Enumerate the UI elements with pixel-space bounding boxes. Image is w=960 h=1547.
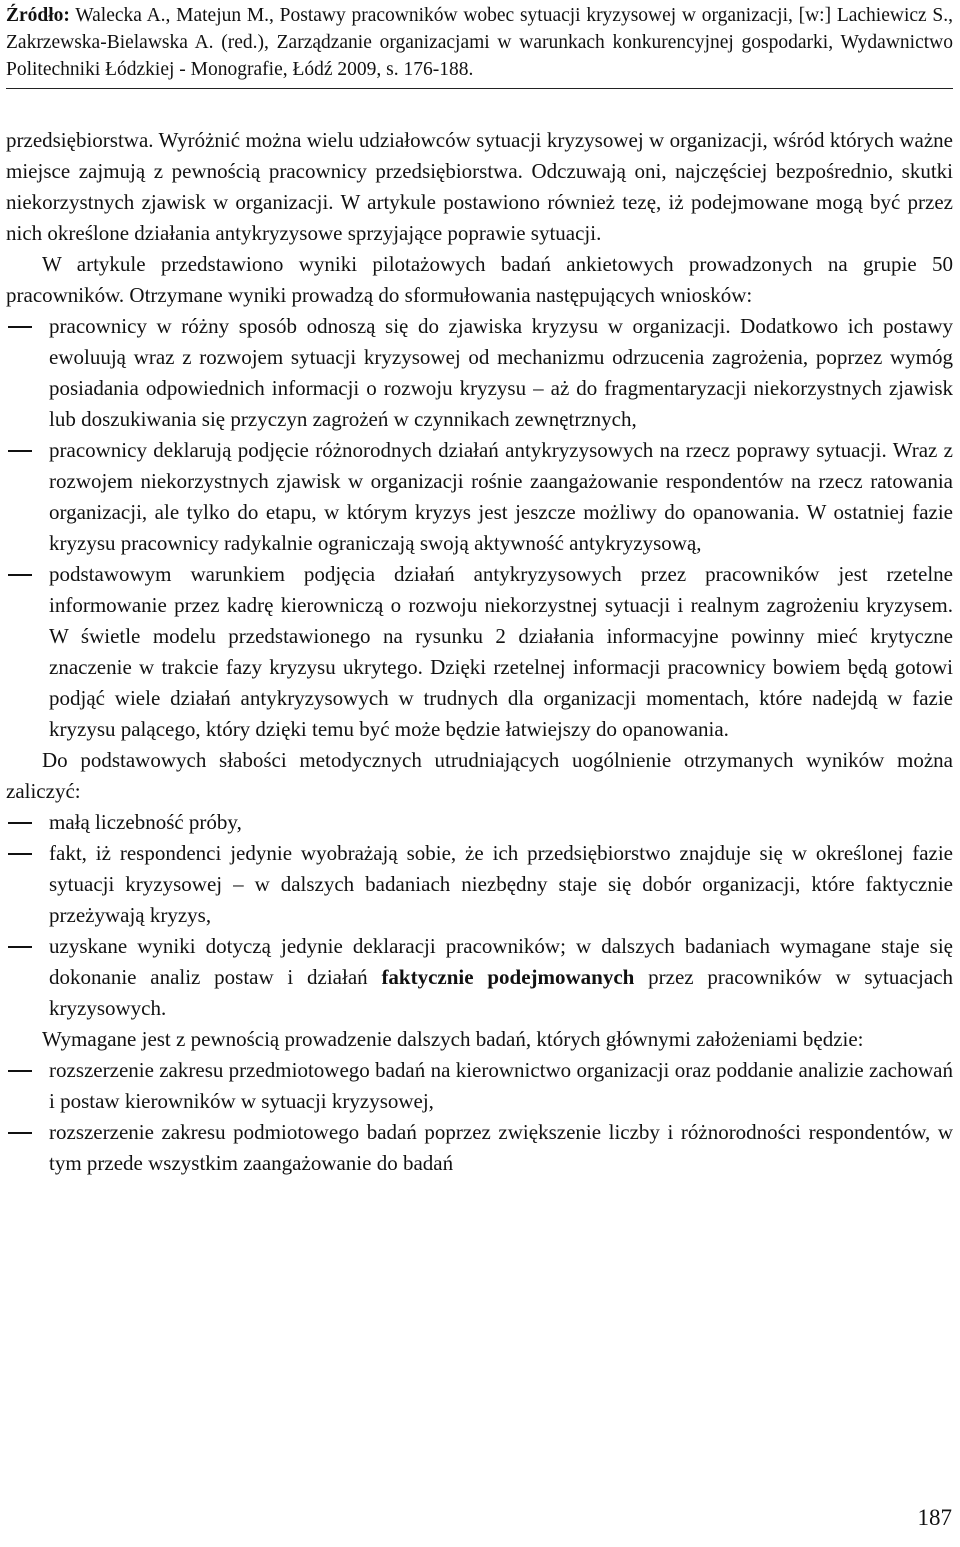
abstract-paragraph: przedsiębiorstwa. Wyróżnić można wielu udziałowców sytuacji kryzysowej w organizacji, wśród których ważne miejsce zajmują z pewnością pracownicy przedsiębiorstwa. Odczuwają oni, najczęściej bezpośrednio, skutki niekorzystnych zjawisk w organizacji. W artykule postawiono również tezę, iż podejmowane mogą być przez nich określone działania antykryzysowe sprzyjające poprawie sytuacji. <box>6 128 953 245</box>
source-label: Źródło: <box>6 5 70 26</box>
abstract-body <box>6 125 953 1179</box>
dash-bullet-icon <box>8 822 32 824</box>
weaknesses-intro: Do podstawowych słabości metodycznych utrudniających uogólnienie otrzymanych wyników można zaliczyć: <box>6 748 953 803</box>
list-item-text: pracownicy w różny sposób odnoszą się do zjawiska kryzysu w organizacji. Dodatkowo ich postawy ewoluują wraz z rozwojem sytuacji kryzysowej od mechanizmu odrzucenia zagrożenia, poprzez wymóg posiadania odpowiednich informacji o rozwoju kryzysu – aż do fragmentaryzacji niekorzystnych zjawisk lub doszukiwania się przyczyn zagrożeń w czynnikach zewnętrznych, <box>49 314 953 431</box>
list-item <box>6 931 953 1024</box>
dash-bullet-icon <box>8 326 32 328</box>
list-item-text-before: uzyskane wyniki dotyczą jedynie deklaracji pracowników; w dalszych badaniach wymagane staje się dokonanie analiz postaw i działań <box>49 934 953 989</box>
source-citation <box>6 0 953 89</box>
further-research-list <box>6 1055 953 1179</box>
list-item-text-after: przez pracowników w sytuacjach kryzysowych. <box>49 965 954 1020</box>
dash-bullet-icon <box>8 853 32 855</box>
list-item-text: rozszerzenie zakresu podmiotowego badań poprzez zwiększenie liczby i różnorodności respondentów, w tym przede wszystkim zaangażowanie do badań <box>49 1120 953 1175</box>
weaknesses-list <box>6 807 953 1024</box>
list-item-text: pracownicy deklarują podjęcie różnorodnych działań antykryzysowych na rzecz poprawy sytuacji. Wraz z rozwojem niekorzystnych zjawisk w organizacji rośnie zaangażowanie respondentów na rzecz ratowania organizacji, ale tylko do etapu, w którym kryzys jest jeszcze możliwy do opanowania. W ostatniej fazie kryzysu pracownicy radykalnie ograniczają swoją aktywność antykryzysową, <box>49 438 953 555</box>
list-item <box>6 1055 953 1117</box>
page-number: 187 <box>917 1505 952 1530</box>
list-item-text: podstawowym warunkiem podjęcia działań antykryzysowych przez pracowników jest rzetelne informowanie przez kadrę kierowniczą o rozwoju niekorzystnej sytuacji i realnym zagrożeniu kryzysem. W świetle modelu przedstawionego na rysunku 2 działania informacyjne powinny mieć krytyczne znaczenie w trakcie fazy kryzysu ukrytego. Dzięki rzetelnej informacji pracownicy bowiem będą gotowi podjąć wiele działań antykryzysowych w trudnych dla organizacji momentach, które nadejdą w fazie kryzysu palącego, który dzięki temu być może będzie łatwiejszy do opanowania. <box>49 562 953 741</box>
list-item-text: rozszerzenie zakresu przedmiotowego badań na kierownictwo organizacji oraz poddanie analizie zachowań i postaw kierowników w sytuacji kryzysowej, <box>49 1058 953 1113</box>
further-research-intro: Wymagane jest z pewnością prowadzenie dalszych badań, których głównymi założeniami będzie: <box>42 1027 864 1051</box>
list-item-text: fakt, iż respondenci jedynie wyobrażają sobie, że ich przedsiębiorstwo znajduje się w określonej fazie sytuacji kryzysowej – w dalszych badaniach niezbędny staje się dobór organizacji, które faktycznie przeżywają kryzys, <box>49 841 953 927</box>
dash-bullet-icon <box>8 450 32 452</box>
list-item <box>6 807 953 838</box>
dash-bullet-icon <box>8 1132 32 1134</box>
list-item <box>6 559 953 745</box>
list-item <box>6 1117 953 1179</box>
list-item <box>6 838 953 931</box>
abstract-paragraph: W artykule przedstawiono wyniki pilotażowych badań ankietowych prowadzonych na grupie 50 pracowników. Otrzymane wyniki prowadzą do sformułowania następujących wniosków: <box>6 252 953 307</box>
conclusions-list <box>6 311 953 745</box>
source-text: Walecka A., Matejun M., Postawy pracowników wobec sytuacji kryzysowej w organizacji, [w:] Lachiewicz S., Zakrzewska-Bielawska A. (red.), Zarządzanie organizacjami w warunkach konkurencyjnej gospodarki, Wydawnictwo Politechniki Łódzkiej - Monografie, Łódź 2009, s. 176-188. <box>6 5 953 80</box>
dash-bullet-icon <box>8 1070 32 1072</box>
dash-bullet-icon <box>8 946 32 948</box>
list-item-text-bold: faktycznie podejmowanych <box>381 965 635 989</box>
list-item <box>6 435 953 559</box>
dash-bullet-icon <box>8 574 32 576</box>
list-item-text: małą liczebność próby, <box>49 810 242 834</box>
list-item <box>6 311 953 435</box>
